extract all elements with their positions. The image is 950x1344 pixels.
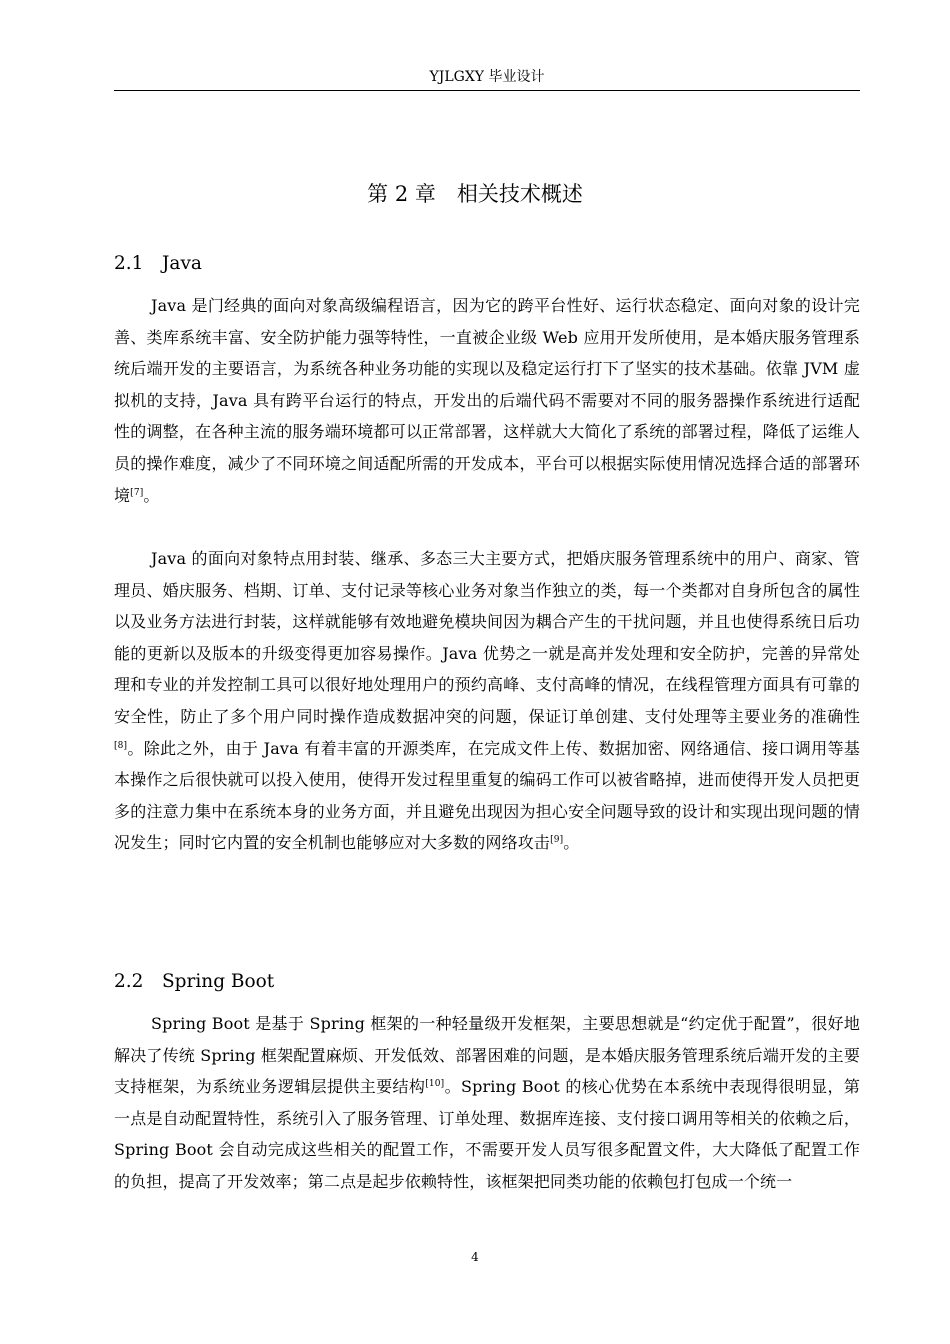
chapter-title: 第 2 章 相关技术概述 [367,182,583,206]
paragraph-text: 。Spring Boot 的核心优势在本系统中表现得很明显，第一点是自动配置特性，系统引入了服务管理、订单处理、数据库连接、支付接口调用等相关的依赖之后，Spring Boot 会自动完成这些相关的配置工作，不需要开发人员写很多配置文件，大大降低了配置工作的负担，提高了开发效率；第二点是起步依赖特性，该框架把同类功能的依赖包打包成一个统一 [114,1077,860,1191]
page-number: 4 [471,1250,479,1264]
section-number: 2.1 [114,253,144,274]
section-heading-2-1 [114,251,202,277]
citation-superscript: [7] [130,487,144,498]
paragraph [114,1008,860,1198]
paragraph [114,290,860,511]
paragraph-text: 。 [563,833,580,853]
citation-superscript: [9] [550,835,564,846]
section-heading-2-2 [114,969,274,995]
citation-superscript: [10] [425,1079,445,1090]
section-number: 2.2 [114,971,144,992]
section-title: Spring Boot [162,971,275,992]
page-header: YJLGXY 毕业设计 [114,66,860,91]
paragraph-text: 。 [143,485,160,505]
paragraph-text: Spring Boot 是基于 Spring 框架的一种轻量级开发框架，主要思想就是“约定优于配置”，很好地解决了传统 Spring 框架配置麻烦、开发低效、部署困难的问题，是本婚庆服务管理系统后端开发的主要支持框架，为系统业务逻辑层提供主要结构 [114,1014,860,1097]
paragraph-text: 。除此之外，由于 Java 有着丰富的开源类库，在完成文件上传、数据加密、网络通信、接口调用等基本操作之后很快就可以投入使用，使得开发过程里重复的编码工作可以被省略掉，进而使得开发人员把更多的注意力集中在系统本身的业务方面，并且避免出现因为担心安全问题导致的设计和实现出现问题的情况发生；同时它内置的安全机制也能够应对大多数的网络攻击 [114,738,860,853]
citation-superscript: [8] [114,740,128,751]
paragraph-text: Java 是门经典的面向对象高级编程语言，因为它的跨平台性好、运行状态稳定、面向对象的设计完善、类库系统丰富、安全防护能力强等特性，一直被企业级 Web 应用开发所使用，是本婚庆服务管理系统后端开发的主要语言，为系统各种业务功能的实现以及稳定运行打下了坚实的技术基础。依靠 JVM 虚拟机的支持，Java 具有跨平台运行的特点，开发出的后端代码不需要对不同的服务器操作系统进行适配性的调整，在各种主流的服务端环境都可以正常部署，这样就大大简化了系统的部署过程，降低了运维人员的操作难度，减少了不同环境之间适配所需的开发成本，平台可以根据实际使用情况选择合适的部署环境 [114,296,860,505]
section-title: Java [162,253,202,274]
paragraph [114,543,860,859]
paragraph-text: Java 的面向对象特点用封装、继承、多态三大主要方式，把婚庆服务管理系统中的用户、商家、管理员、婚庆服务、档期、订单、支付记录等核心业务对象当作独立的类，每一个类都对自身所包含的属性以及业务方法进行封装，这样就能够有效地避免模块间因为耦合产生的干扰问题，并且也使得系统日后功能的更新以及版本的升级变得更加容易操作。Java 优势之一就是高并发处理和安全防护，完善的异常处理和专业的并发控制工具可以很好地处理用户的预约高峰、支付高峰的情况，在线程管理方面具有可靠的安全性，防止了多个用户同时操作造成数据冲突的问题，保证订单创建、支付处理等主要业务的准确性 [114,549,860,726]
